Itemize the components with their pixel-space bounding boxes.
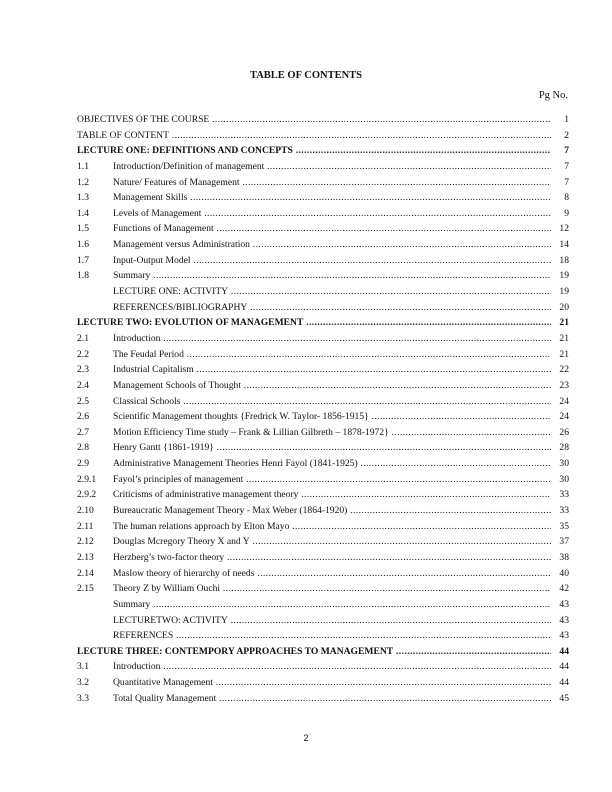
toc-entry-title: REFERENCES/BIBLIOGRAPHY ..... [113, 300, 551, 316]
toc-entry-title: Introduction ..... [113, 331, 551, 347]
page-footer-number: 2 [303, 733, 309, 743]
toc-entry-title: Introduction ..... [113, 659, 551, 675]
toc-entry [77, 378, 569, 394]
toc-entry-page: 14 [559, 239, 569, 251]
toc-entry [77, 284, 569, 300]
toc-entry-title: LECTURE THREE: CONTEMPORY APPROACHES TO MANAGEMENT ..... [77, 644, 551, 660]
toc-entry-page: 43 [559, 598, 569, 610]
toc-entry [77, 613, 569, 629]
toc-entry [77, 659, 569, 675]
toc-entry-page: 26 [559, 426, 569, 438]
toc-entry-page: 42 [559, 583, 569, 595]
toc-entry-title: LECTURE ONE: ACTIVITY ..... [113, 284, 551, 300]
toc-lecture-heading [77, 143, 569, 159]
toc-entry [77, 691, 569, 707]
toc-entry-page: 33 [559, 505, 569, 517]
toc-entry-title: Summary ..... [113, 268, 551, 284]
toc-entry-title: Herzberg’s two-factor theory ..... [113, 550, 551, 566]
toc-entry [77, 440, 569, 456]
toc-entry [77, 628, 569, 644]
toc-entry-page: 18 [559, 254, 569, 266]
toc-entry-page: 12 [559, 223, 569, 235]
toc-entry-page: 38 [559, 551, 569, 563]
toc-entry-page: 8 [564, 192, 569, 204]
toc-entry [77, 503, 569, 519]
toc-entry-page: 22 [559, 364, 569, 376]
toc-entry-page: 24 [559, 395, 569, 407]
toc-entry-page: 7 [564, 160, 569, 172]
toc-entry-title: LECTURETWO: ACTIVITY ..... [113, 613, 551, 629]
toc-entry-title: Levels of Management ..... [113, 206, 551, 222]
toc-entry [77, 159, 569, 175]
toc-entry [77, 409, 569, 425]
toc-entry-number: 1.7 [77, 254, 89, 266]
toc-entry [77, 331, 569, 347]
table-of-contents [77, 112, 569, 706]
toc-entry-title: Douglas Mcregory Theory X and Y ..... [113, 534, 551, 550]
toc-entry-page: 37 [559, 536, 569, 548]
toc-entry-number: 1.3 [77, 192, 89, 204]
toc-entry [77, 487, 569, 503]
toc-entry-title: Quantitative Management ..... [113, 675, 551, 691]
toc-entry-number: 2.1 [77, 332, 89, 344]
toc-entry-page: 30 [559, 473, 569, 485]
toc-entry-page: 19 [559, 270, 569, 282]
toc-entry-title: Management Schools of Thought ..... [113, 378, 551, 394]
toc-entry-title: LECTURE TWO: EVOLUTION OF MANAGEMENT ..... [77, 315, 551, 331]
toc-entry-page: 35 [559, 520, 569, 532]
toc-entry-page: 7 [564, 176, 569, 188]
toc-entry-title: Summary ..... [113, 597, 551, 613]
toc-entry-number: 1.2 [77, 176, 89, 188]
toc-entry [77, 128, 569, 144]
toc-entry-title: Management Skills ..... [113, 190, 551, 206]
toc-entry-number: 3.1 [77, 661, 89, 673]
toc-entry [77, 112, 569, 128]
toc-entry [77, 581, 569, 597]
toc-entry-page: 21 [559, 332, 569, 344]
toc-entry [77, 566, 569, 582]
toc-entry [77, 300, 569, 316]
toc-entry-title: TABLE OF CONTENT ..... [77, 128, 551, 144]
toc-entry-page: 19 [559, 286, 569, 298]
toc-entry-title: Functions of Management ..... [113, 221, 551, 237]
toc-entry-number: 2.7 [77, 426, 89, 438]
toc-entry-number: 2.11 [77, 520, 94, 532]
toc-entry-page: 40 [559, 567, 569, 579]
toc-entry-number: 2.9.2 [77, 489, 97, 501]
toc-entry-number: 1.4 [77, 207, 89, 219]
toc-entry-page: 44 [559, 645, 569, 657]
toc-entry-page: 44 [559, 677, 569, 689]
toc-entry-number: 1.8 [77, 270, 89, 282]
toc-entry [77, 347, 569, 363]
page-title: TABLE OF CONTENTS [249, 70, 363, 81]
toc-entry-page: 33 [559, 489, 569, 501]
toc-entry-page: 21 [559, 317, 569, 329]
toc-entry [77, 597, 569, 613]
toc-entry-number: 3.2 [77, 677, 89, 689]
toc-entry-number: 1.5 [77, 223, 89, 235]
toc-lecture-heading [77, 315, 569, 331]
toc-entry-number: 2.12 [77, 536, 94, 548]
toc-entry-page: 30 [559, 458, 569, 470]
toc-entry [77, 268, 569, 284]
toc-entry-title: Introduction/Definition of management ..... [113, 159, 551, 175]
toc-entry-page: 1 [564, 114, 569, 125]
toc-entry-title: Input-Output Model ..... [113, 253, 551, 269]
toc-entry-page: 2 [564, 129, 569, 141]
toc-entry-page: 20 [559, 301, 569, 313]
toc-entry-number: 2.9.1 [77, 473, 97, 485]
toc-entry-title: REFERENCES ..... [113, 628, 551, 644]
toc-entry [77, 190, 569, 206]
toc-entry [77, 206, 569, 222]
toc-entry-title: Maslow theory of hierarchy of needs ..... [113, 566, 551, 582]
toc-entry-number: 1.6 [77, 239, 89, 251]
toc-entry-number: 2.15 [77, 583, 94, 595]
toc-entry [77, 456, 569, 472]
toc-entry [77, 425, 569, 441]
toc-entry [77, 472, 569, 488]
page-number-column-header: Pg No. [538, 90, 568, 101]
toc-entry-number: 2.4 [77, 379, 89, 391]
toc-entry-page: 24 [559, 411, 569, 423]
toc-entry-number: 2.8 [77, 442, 89, 454]
toc-entry [77, 237, 569, 253]
toc-entry-page: 45 [559, 692, 569, 704]
toc-entry [77, 550, 569, 566]
toc-entry-title: Criticisms of administrative management theory ..... [113, 487, 551, 503]
toc-entry-title: Classical Schools ..... [113, 394, 551, 410]
toc-entry-title: Scientific Management thoughts {Fredrick W. Taylor- 1856-1915} ..... [113, 409, 551, 425]
toc-entry-page: 44 [559, 661, 569, 673]
toc-entry-title: The Feudal Period ..... [113, 347, 551, 363]
toc-entry-number: 2.3 [77, 364, 89, 376]
toc-entry-page: 43 [559, 630, 569, 642]
toc-entry [77, 394, 569, 410]
toc-entry-number: 2.9 [77, 458, 89, 470]
toc-entry-number: 2.13 [77, 551, 94, 563]
toc-entry [77, 534, 569, 550]
toc-entry [77, 362, 569, 378]
toc-entry [77, 253, 569, 269]
toc-entry-number: 2.10 [77, 505, 94, 517]
toc-entry-number: 1.1 [77, 160, 89, 172]
toc-entry-title: Motion Efficiency Time study – Frank & Lillian Gilbreth – 1878-1972} ..... [113, 425, 551, 441]
toc-entry [77, 519, 569, 535]
toc-entry-page: 23 [559, 379, 569, 391]
toc-entry-number: 3.3 [77, 692, 89, 704]
toc-entry-title: Industrial Capitalism ..... [113, 362, 551, 378]
toc-entry-title: The human relations approach by Elton Mayo ..... [113, 519, 551, 535]
toc-entry-number: 2.5 [77, 395, 89, 407]
toc-entry-page: 28 [559, 442, 569, 454]
toc-lecture-heading [77, 644, 569, 660]
toc-entry-title: Total Quality Management ..... [113, 691, 551, 707]
toc-entry-title: LECTURE ONE: DEFINITIONS AND CONCEPTS ..... [77, 143, 551, 159]
toc-entry-page: 43 [559, 614, 569, 626]
toc-entry [77, 221, 569, 237]
toc-entry-title: Bureaucratic Management Theory - Max Weber (1864-1920) ..... [113, 503, 551, 519]
toc-entry-title: Nature/ Features of Management ..... [113, 175, 551, 191]
toc-entry-number: 2.2 [77, 348, 89, 360]
toc-entry-title: Management versus Administration ..... [113, 237, 551, 253]
toc-entry-title: OBJECTIVES OF THE COURSE ..... [77, 112, 551, 128]
toc-entry-number: 2.6 [77, 411, 89, 423]
toc-entry-title: Henry Gantt {1861-1919} ..... [113, 440, 551, 456]
toc-entry-page: 7 [564, 145, 569, 157]
toc-entry-title: Theory Z by William Ouchi ..... [113, 581, 551, 597]
toc-entry-title: Fayol’s principles of management ..... [113, 472, 551, 488]
toc-entry-page: 9 [564, 207, 569, 219]
toc-entry-page: 21 [559, 348, 569, 360]
toc-entry-title: Administrative Management Theories Henri Fayol (1841-1925) ..... [113, 456, 551, 472]
toc-entry [77, 175, 569, 191]
toc-entry-number: 2.14 [77, 567, 94, 579]
toc-entry [77, 675, 569, 691]
